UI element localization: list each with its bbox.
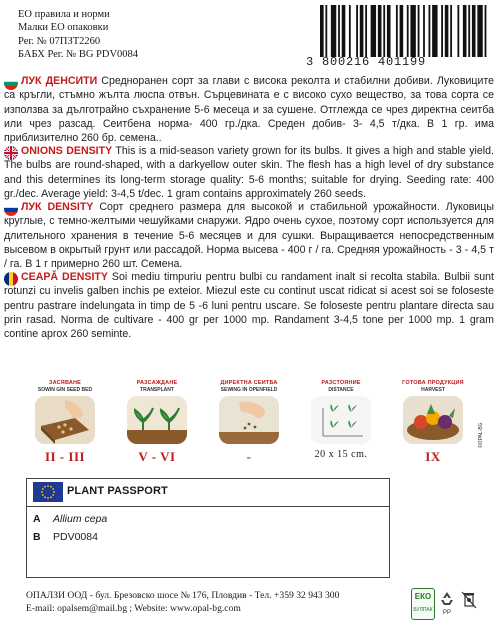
barcode-bar [463,5,467,57]
step-sowing-value: II - III [44,449,86,464]
eko-bulpak-logo [411,588,435,620]
step-distance-value: 20 x 15 cm. [314,449,368,460]
section-russian [4,200,494,271]
section-bg-heading: ЛУК ДЕНСИТИ [21,75,98,87]
step-transplant-subtitle: TRANSPLANT [140,386,174,393]
step-direct-value: - [246,449,252,464]
step-direct-title: ДИРЕКТНА СЕИТБА [220,380,278,386]
step-harvest-value: IX [425,449,441,464]
barcode-bar [331,5,336,57]
eu-star [44,486,46,488]
barcode-bar [429,5,431,57]
eko-logo-subtext: БУЛПАК [413,607,433,613]
step-harvest-subtitle: HARVEST [421,386,445,393]
step-sowing-title: ЗАСЯВАНЕ [48,380,82,386]
barcode-bar [342,5,346,57]
barcode-bar [383,5,385,57]
step-harvest [398,380,468,465]
crossed-bin-icon [460,590,478,610]
barcode-bar [338,5,340,57]
reg-line-3: Рег. № 07ПЗТ2260 [18,35,101,47]
barcode-bar [320,5,324,57]
reg-line-4: БАБХ Рег. № BG PDV0084 [18,49,139,61]
copyright-text: ©OPAL-BG [478,422,484,448]
passport-row-b [33,531,98,543]
transplant-seedlings-icon [127,396,187,444]
eu-star [42,488,44,490]
recycle-icon [438,590,456,608]
recycle-label: PP [442,610,451,616]
section-ru-heading: ЛУК DENSITY [21,201,94,213]
eu-star [47,485,49,487]
section-en-heading: ONIONS DENSITY [21,145,113,157]
registration-block [18,8,138,62]
barcode-bar [457,5,459,57]
barcode-bar [349,5,351,57]
barcode-bar [400,5,404,57]
section-english [4,144,494,201]
step-distance-subtitle: DISTANCE [328,386,354,393]
section-bulgarian [4,74,494,145]
section-romanian [4,270,494,341]
eu-flag-icon [33,482,63,502]
plant-passport-title: PLANT PASSPORT [67,485,168,497]
section-bg-text: Средноранен сорт за глави с висока реколта и стабилни добиви. Луковиците са кръгли, стъмно жълта люспа отвън. Сърцевината е с високо сухо вещество, за това сорта се използва за дълготрайно съхранение 5-6 месеца и за сушене. Отглежда се чрез директна сеитба или чрез разсад. Сеитбена норма- 400 гр./дка. Среден добив- 3- 4,5 т/дка. В 1 гр. има приблизително 260 бр. семена.. [4,75,494,145]
step-direct-subtitle: SEWING IN OPENFIELD [220,386,278,393]
eu-star [52,488,54,490]
step-harvest-title: ГОТОВА ПРОДУКЦИЯ [402,380,464,386]
barcode-bar [378,5,382,57]
section-ru-text: Сорт среднего размера для высокой и стабильной урожайности. Луковицы круглые, с темно-желтыми чешуйками снаружи. Ядро очень сухое, поэтому сорт используется для длительного хранения в течение 5-6 месяцев и для сушки. Выращивается непосредственным высевом в окрытый грунт или рассадой. Норма высева - 400 г / га. Средняя урожайность - 3 - 4,5 т / га. В 1 г примерно 260 шт. Семена. [4,201,494,271]
section-ro-heading: CEAPĂ DENSITY [21,271,108,283]
hand-sowing-icon [219,396,279,444]
barcode-bar [371,5,376,57]
harvest-basket-icon [403,396,463,444]
barcode-bar [441,5,443,57]
barcode-number: 3 800216 401199 [306,55,427,69]
passport-key-a: A [33,513,41,525]
barcode-bars [320,5,490,57]
footer [26,589,339,615]
barcode [306,5,490,67]
barcode-bar [418,5,420,57]
barcode-bar [432,5,437,57]
barcode-bar [450,5,452,57]
eu-star [42,494,44,496]
barcode-bar [468,5,470,57]
step-distance [306,380,376,460]
passport-row-a [33,513,107,525]
passport-key-b: B [33,531,41,543]
barcode-bar [445,5,449,57]
barcode-bar [407,5,409,57]
cultivation-steps [30,380,490,470]
eu-star [50,496,52,498]
plant-passport [26,478,390,578]
barcode-bar [410,5,415,57]
passport-value-a: Allium cepa [53,513,108,525]
step-sowing [30,380,100,465]
plant-distance-icon [311,396,371,444]
barcode-bar [485,5,487,57]
barcode-bar [365,5,367,57]
footer-contacts: E-mail: opalsem@mail.bg ; Website: www.opal-bg.com [26,603,241,614]
section-en-text: This is a mid-season variety grown for its bulbs. It gives a high and stable yield. The bulbs are round-shaped, with a darkyellow outer skin. The flesh has a high level of dry substance and this determines its long-term storage quality: 5-6 months; suitable for drying. Seeding rate: 400 gr./dec. Average yield: 3-4,5 t/dec. 1 gram contains approximately 260 seeds. [4,145,494,200]
eu-star [50,486,52,488]
barcode-bar [396,5,398,57]
reg-line-2: Малки ЕО опаковки [18,22,109,34]
step-distance-title: РАЗСТОЯНИЕ [321,380,361,386]
step-sowing-subtitle: SOWIN GIN SEED BED [37,386,93,393]
eu-star [41,491,43,493]
step-transplant [122,380,192,465]
plant-passport-header [27,479,389,507]
eko-logo-text: ЕКО [414,592,432,601]
eu-star [47,497,49,499]
seed-bed-icon [35,396,95,444]
reg-line-1: ЕО правила и норми [18,9,110,20]
barcode-bar [387,5,391,57]
barcode-bar [472,5,476,57]
step-transplant-value: V - VI [138,449,176,464]
footer-address: ОПАЛЗИ ООД - бул. Брезовско шосе № 176, Пловдив - Тел. +359 32 943 300 [26,590,340,601]
eu-star [52,494,54,496]
eu-star [44,496,46,498]
eu-star [53,491,55,493]
step-direct-sowing [214,380,284,465]
copyright-mark [478,388,488,448]
barcode-bar [477,5,482,57]
passport-value-b: PDV0084 [53,531,98,543]
barcode-bar [423,5,425,57]
section-ro-text: Soi mediu timpuriu pentru bulbi cu randament inalt si recolta stabila. Bulbii sunt rotunzi cu invelis galben inchis pe exteior. Miezul este cu continut uscat ridicat si acest soi se foloseste pentru pastrare indelungata in timp de 5 -6 luni pentru uscare. Se foloseste pentru plantare directa sau prin rasad. Norma de cultivare - 400 gr per 1000 mp. Randament 3-4,5 tone per 1000 mp. 1 gram contine aprox 260 seminte. [4,271,494,341]
step-transplant-title: РАЗСАЖДАНЕ [136,380,178,386]
barcode-bar [356,5,358,57]
barcode-bar [360,5,364,57]
barcode-bar [325,5,327,57]
